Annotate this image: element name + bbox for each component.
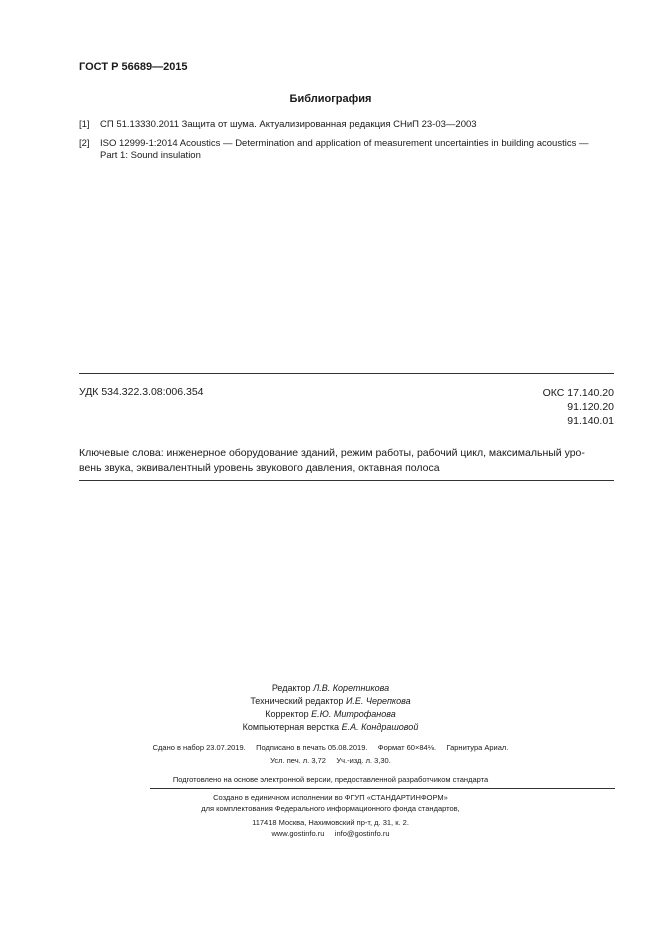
keywords [79,446,615,476]
keywords-line: вень звука, эквивалентный уровень звукового давления, октавная полоса [79,462,440,474]
oks-code: 91.120.20 [567,401,614,413]
bibliography-item [79,119,619,133]
divider [79,480,614,481]
publisher-line: Создано в единичном исполнении во ФГУП «СТАНДАРТИНФОРМ» [213,793,448,802]
standard-code-header: ГОСТ Р 56689—2015 [79,61,188,73]
bibliography-item-number: [2] [79,138,90,149]
publisher-line: для комплектования Федерального информационного фонда стандартов, [201,803,460,813]
bibliography-item-text [100,138,620,162]
prepared-note: Подготовлено на основе электронной версии, предоставленной разработчиком стандарта [172,775,489,784]
publisher-address [0,818,661,839]
credit-name: Е.А. Кондрашовой [341,722,419,732]
oks-codes [543,386,614,428]
bibliography-title: Библиография [289,93,372,105]
address-line: 117418 Москва, Нахимовский пр-т, д. 31, к. 2. [252,818,409,827]
bibliography-item-text: СП 51.13330.2011 Защита от шума. Актуализированная редакция СНиП 23-03—2003 [100,119,477,130]
divider [150,788,615,789]
credit-role: Технический редактор [250,696,344,706]
credit-line [0,695,661,708]
credit-line [0,721,661,734]
publisher-info [0,793,661,814]
credit-line [0,708,661,721]
oks-code: 91.140.01 [567,415,614,427]
bibliography-item-number: [1] [79,119,90,130]
credit-role: Компьютерная верстка [242,722,340,732]
editorial-credits [0,682,661,734]
credit-name: И.Е. Черепкова [345,696,411,706]
print-info-line: Усл. печ. л. 3,72 Уч.-изд. л. 3,30. [270,756,391,765]
bibliography-item-text-line: ISO 12999-1:2014 Acoustics — Determination and application of measurement uncertainties in building acoustics — [100,138,589,149]
credit-name: Е.Ю. Митрофанова [311,709,396,719]
contacts-line: www.gostinfo.ru info@gostinfo.ru [271,828,390,838]
oks-code: ОКС 17.140.20 [542,387,614,399]
divider [79,373,614,374]
credit-name: Л.В. Коретникова [313,683,390,693]
bibliography-item-text-line: Part 1: Sound insulation [100,150,201,161]
udk-code: УДК 534.322.3.08:006.354 [79,386,204,398]
credit-line [0,682,661,695]
bibliography-item [79,138,619,166]
credit-role: Корректор [265,709,309,719]
print-info-line: Сдано в набор 23.07.2019. Подписано в печать 05.08.2019. Формат 60×84⅛. Гарнитура Ариал. [152,743,509,752]
credit-role: Редактор [271,683,311,693]
keywords-line: Ключевые слова: инженерное оборудование зданий, режим работы, рабочий цикл, максимальный уро- [79,447,585,459]
